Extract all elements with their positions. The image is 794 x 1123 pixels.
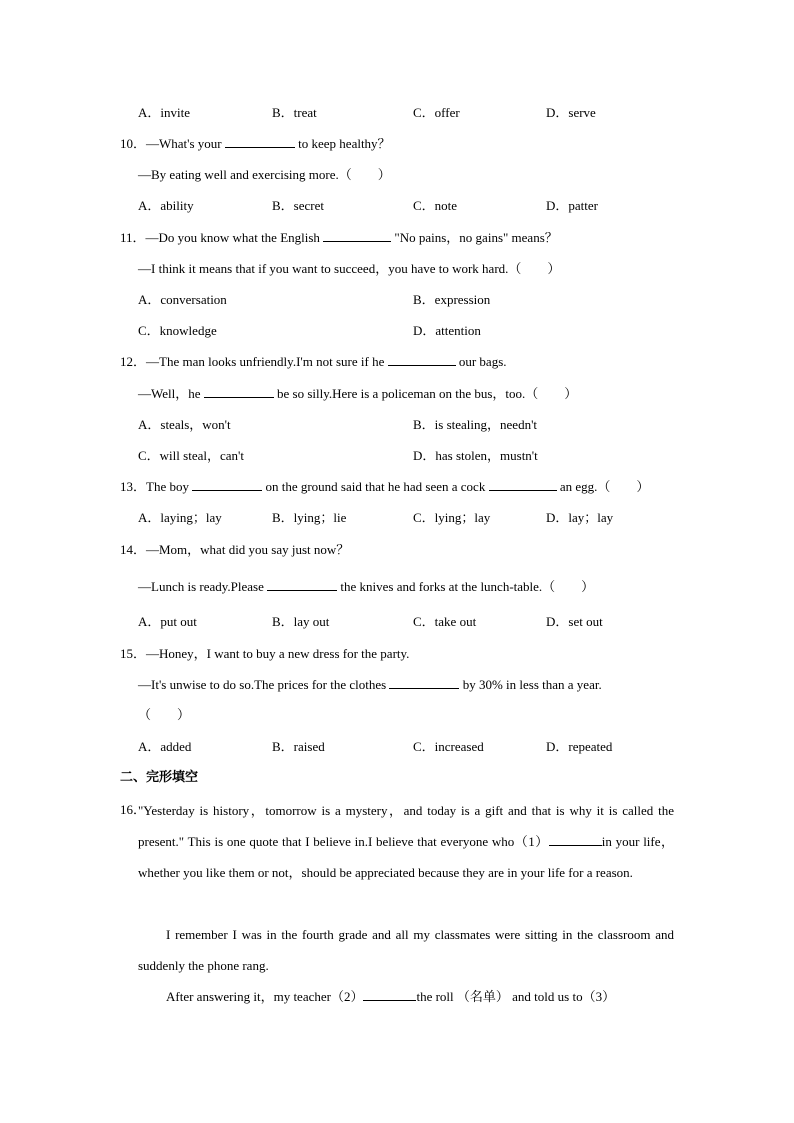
q10-reply: —By eating well and exercising more.（ ） bbox=[138, 167, 391, 182]
q11-reply: —I think it means that if you want to succeed，you have to work hard.（ ） bbox=[138, 261, 561, 276]
q12-reply-part2: be so silly.Here is a policeman on the bus，too.（ ） bbox=[277, 386, 578, 401]
q16-para1-part1: "Yesterday is history，tomorrow is a mystery，and today is a gift and that is why it is called the present." This is one quote that I believe in.I believe that everyone who（1） bbox=[138, 803, 674, 849]
q14-option-c: C．take out bbox=[413, 614, 477, 629]
q12-blank-2 bbox=[204, 385, 274, 398]
q16-paragraph-2: I remember I was in the fourth grade and all my classmates were sitting in the classroom and suddenly the phone rang. bbox=[138, 927, 674, 973]
q10-stem-part2: to keep healthy？ bbox=[298, 136, 391, 151]
q15-reply-part2: by 30% in less than a year. bbox=[462, 677, 602, 692]
q15-option-b: B．raised bbox=[272, 739, 325, 754]
q14-stem: 14．—Mom，what did you say just now？ bbox=[120, 542, 350, 557]
q16-para3-part2: the roll （名单） and told us to（3） bbox=[416, 989, 616, 1004]
q13-option-c: C．lying；lay bbox=[413, 510, 491, 525]
q12-option-a: A．steals，won't bbox=[138, 417, 231, 432]
q15-answer-paren: （ ） bbox=[138, 707, 191, 722]
q11-option-b: B．expression bbox=[413, 292, 491, 307]
q13-option-d: D．lay；lay bbox=[546, 510, 614, 525]
q10-stem bbox=[120, 135, 391, 153]
q13-option-a: A．laying；lay bbox=[138, 510, 222, 525]
q16-blank-1 bbox=[549, 833, 602, 846]
section-heading-cloze: 二、完形填空 bbox=[120, 770, 199, 785]
q13-stem bbox=[120, 478, 649, 496]
q11-blank bbox=[323, 229, 391, 242]
q12-stem bbox=[120, 353, 507, 371]
q16-paragraph-1 bbox=[138, 795, 674, 888]
q10-blank bbox=[225, 135, 295, 148]
q12-option-c: C．will steal，can't bbox=[138, 448, 244, 463]
q9-option-c: C．offer bbox=[413, 105, 460, 120]
q14-option-d: D．set out bbox=[546, 614, 603, 629]
q14-reply-part1: —Lunch is ready.Please bbox=[138, 579, 264, 594]
q14-blank bbox=[267, 578, 337, 591]
q15-option-a: A．added bbox=[138, 739, 192, 754]
q10-option-b: B．secret bbox=[272, 198, 324, 213]
q12-option-d: D．has stolen，mustn't bbox=[413, 448, 538, 463]
q11-option-a: A．conversation bbox=[138, 292, 227, 307]
q12-option-b: B．is stealing，needn't bbox=[413, 417, 538, 432]
q10-option-a: A．ability bbox=[138, 198, 194, 213]
q10-option-c: C．note bbox=[413, 198, 458, 213]
q12-stem-part1: 12．—The man looks unfriendly.I'm not sure if he bbox=[120, 354, 385, 369]
q12-reply-part1: —Well，he bbox=[138, 386, 201, 401]
q14-option-a: A．put out bbox=[138, 614, 197, 629]
q13-stem-part3: an egg.（ ） bbox=[559, 479, 650, 494]
q10-stem-part1: 10．—What's your bbox=[120, 136, 222, 151]
q14-reply bbox=[138, 578, 594, 596]
q9-option-b: B．treat bbox=[272, 105, 317, 120]
q13-option-b: B．lying；lie bbox=[272, 510, 347, 525]
q11-option-d: D．attention bbox=[413, 323, 481, 338]
q15-option-c: C．increased bbox=[413, 739, 484, 754]
q13-stem-part2: on the ground said that he had seen a cock bbox=[265, 479, 486, 494]
q12-stem-part2: our bags. bbox=[458, 354, 507, 369]
q16-number: 16． bbox=[120, 802, 147, 817]
q15-reply-part1: —It's unwise to do so.The prices for the clothes bbox=[138, 677, 387, 692]
q9-option-d: D．serve bbox=[546, 105, 596, 120]
q14-reply-part2: the knives and forks at the lunch-table.（ ） bbox=[340, 579, 595, 594]
q11-option-c: C．knowledge bbox=[138, 323, 217, 338]
q15-option-d: D．repeated bbox=[546, 739, 613, 754]
q11-stem-part2: "No pains，no gains" means？ bbox=[394, 230, 558, 245]
q15-stem: 15．—Honey，I want to buy a new dress for the party. bbox=[120, 646, 410, 661]
q16-para3-part1: After answering it，my teacher（2） bbox=[166, 989, 364, 1004]
q15-blank bbox=[389, 676, 459, 689]
q13-blank-1 bbox=[192, 478, 262, 491]
q15-reply bbox=[138, 676, 602, 694]
q11-stem-part1: 11．—Do you know what the English bbox=[120, 230, 320, 245]
q10-option-d: D．patter bbox=[546, 198, 598, 213]
q13-blank-2 bbox=[489, 478, 557, 491]
q16-para1-part2: in your life，whether you like them or not，should be appreciated because they are in your life for a reason. bbox=[138, 834, 675, 880]
q14-option-b: B．lay out bbox=[272, 614, 330, 629]
q13-stem-part1: 13．The boy bbox=[120, 479, 189, 494]
q12-reply bbox=[138, 385, 577, 403]
q9-option-a: A．invite bbox=[138, 105, 190, 120]
q11-stem bbox=[120, 229, 558, 247]
q12-blank-1 bbox=[388, 353, 456, 366]
q16-blank-2 bbox=[363, 988, 416, 1001]
q16-paragraph-3 bbox=[138, 988, 674, 1006]
